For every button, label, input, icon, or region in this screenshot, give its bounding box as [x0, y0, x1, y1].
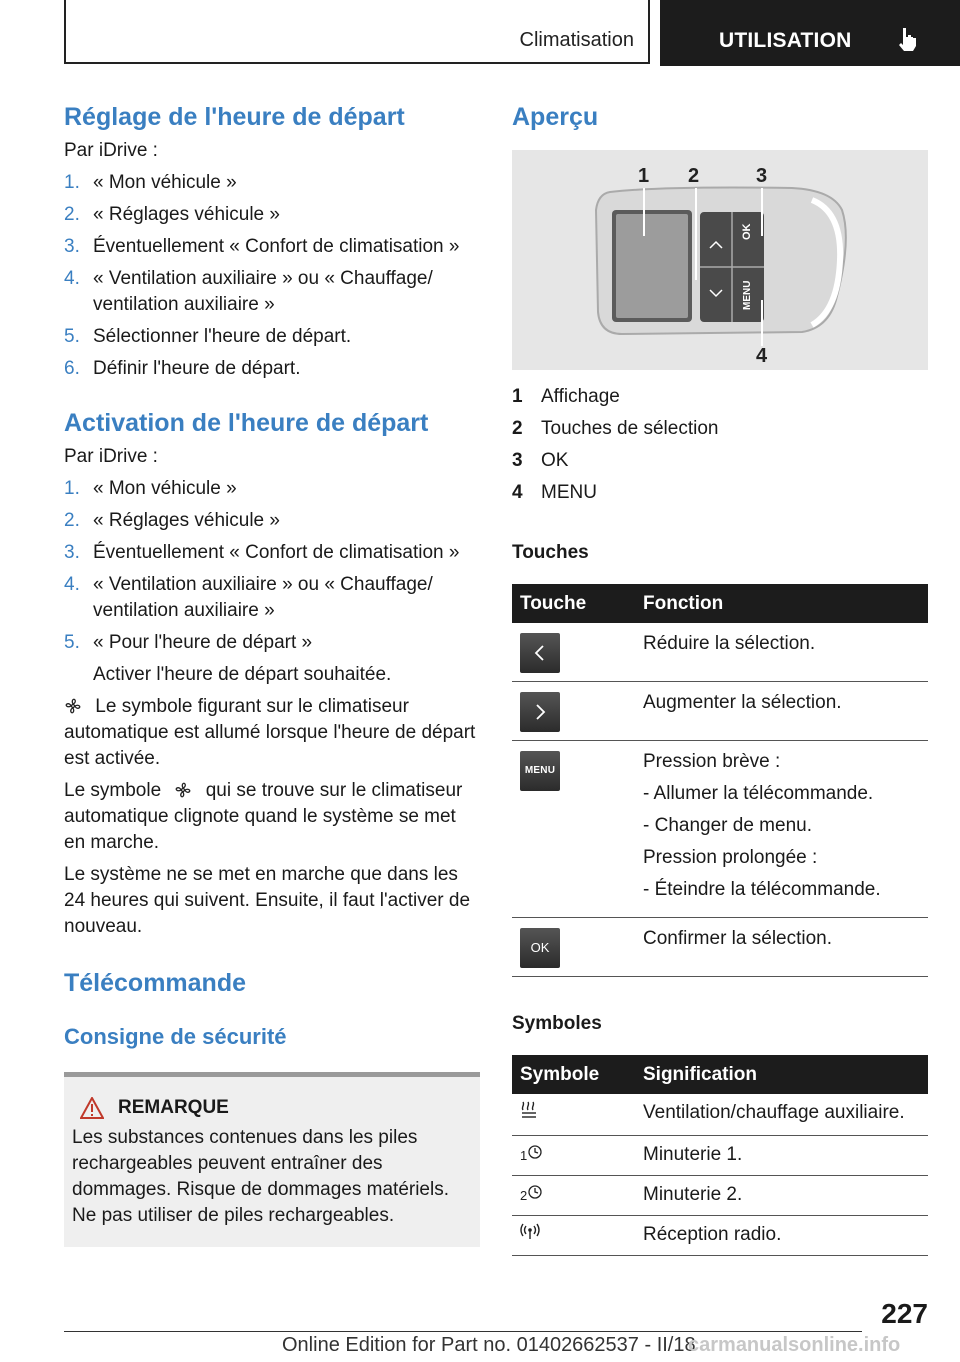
- list-item-text: « Ventilation auxiliaire » ou « Chauffage/ ventilation auxiliaire »: [93, 268, 433, 315]
- list-item-number: 4.: [64, 574, 80, 595]
- list-item-text: Définir l'heure de départ.: [93, 358, 301, 379]
- s1-steps-list: [64, 170, 480, 382]
- note-text: Les substances contenues dans les piles rechargeables peuvent entraîner des dommages. Risque de dommages matériels. Ne pas utiliser de piles rechargeables.: [72, 1127, 450, 1226]
- footer-edition: Online Edition for Part no. 01402662537 - II/18: [282, 1334, 696, 1356]
- auxiliary-heating-icon: [520, 1100, 538, 1129]
- fan-symbol-icon: [64, 697, 82, 715]
- keys-table-row: [512, 918, 928, 977]
- header-section-title: Climatisation: [519, 29, 634, 51]
- header-section-box: [64, 0, 650, 64]
- callout-3: 3: [756, 165, 768, 187]
- menu-key-icon: MENU: [520, 751, 560, 791]
- function-line: - Éteindre la télécommande.: [643, 879, 881, 900]
- symbols-cell-meaning: Ventilation/chauffage auxiliaire.: [639, 1094, 928, 1136]
- s2-steps-list: [64, 476, 480, 656]
- keys-table: [512, 584, 928, 977]
- legend-item: [512, 448, 928, 474]
- chevron-left-key-icon: [520, 633, 560, 673]
- list-item-text: « Pour l'heure de départ »: [93, 632, 313, 653]
- legend-number: 4: [512, 482, 523, 503]
- s2-paragraph-2b: qui se trouve sur le climatiseur automatique clignote quand le système se met en marche.: [64, 780, 463, 853]
- symbols-table-row: [512, 1176, 928, 1216]
- right-column: [512, 100, 928, 1256]
- footer-watermark: carmanualsonline.info: [688, 1334, 901, 1356]
- list-item-text: « Réglages véhicule »: [93, 204, 280, 225]
- callout-2: 2: [688, 165, 700, 187]
- keys-heading: Touches: [512, 542, 589, 563]
- s2-paragraph-2a: Le symbole: [64, 780, 162, 801]
- keys-table-row: [512, 741, 928, 918]
- list-item-text: Éventuellement « Confort de climatisation »: [93, 236, 460, 257]
- header-chapter-label: UTILISATION: [719, 29, 852, 52]
- keys-cell-function: [639, 623, 928, 682]
- key-menu-label: MENU: [742, 280, 753, 310]
- chevron-right-key-icon: [520, 692, 560, 732]
- list-item-number: 2.: [64, 510, 80, 531]
- list-item: [64, 170, 480, 196]
- list-item-number: 6.: [64, 358, 80, 379]
- symbol-index: 2: [520, 1188, 528, 1203]
- subsection-title-safety: Consigne de sécurité: [64, 1024, 287, 1049]
- list-item: [64, 476, 480, 502]
- list-item-number: 1.: [64, 172, 80, 193]
- section-title-overview: Aperçu: [512, 103, 599, 131]
- callout-1: 1: [638, 165, 650, 187]
- list-item: [64, 202, 480, 228]
- ok-key-icon: OK: [520, 928, 560, 968]
- symbols-col-header-meaning: Signification: [639, 1055, 928, 1094]
- legend-text: Touches de sélection: [541, 418, 719, 439]
- keys-cell-key: [512, 682, 639, 741]
- section-title-departure-time-setting: Réglage de l'heure de départ: [64, 103, 405, 131]
- function-line: Augmenter la sélection.: [643, 692, 842, 713]
- list-item-text: « Réglages véhicule »: [93, 510, 280, 531]
- keys-table-row: [512, 682, 928, 741]
- figure-legend: [512, 384, 928, 506]
- symbols-cell-meaning: Minuterie 2.: [639, 1176, 928, 1216]
- s1-intro: Par iDrive :: [64, 140, 158, 161]
- function-line: - Changer de menu.: [643, 815, 812, 836]
- hand-pointer-icon: [896, 26, 920, 52]
- list-item-number: 5.: [64, 632, 80, 653]
- keys-cell-function: [639, 682, 928, 741]
- function-line: - Allumer la télécommande.: [643, 783, 874, 804]
- legend-item: [512, 384, 928, 410]
- list-item-text: Éventuellement « Confort de climatisation »: [93, 542, 460, 563]
- legend-item: [512, 416, 928, 442]
- list-item-number: 3.: [64, 236, 80, 257]
- legend-text: Affichage: [541, 386, 620, 407]
- function-line: Pression brève :: [643, 751, 781, 772]
- timer-icon: [520, 1183, 543, 1209]
- list-item-text: « Mon véhicule »: [93, 478, 237, 499]
- radio-reception-icon: [520, 1222, 540, 1249]
- legend-number: 1: [512, 386, 523, 407]
- list-item-number: 5.: [64, 326, 80, 347]
- fan-symbol-icon: [174, 781, 192, 799]
- section-title-remote: Télécommande: [64, 969, 247, 997]
- symbols-table-row: [512, 1136, 928, 1176]
- symbols-table-row: [512, 1094, 928, 1136]
- keys-cell-key: [512, 623, 639, 682]
- section-title-departure-activation: Activation de l'heure de départ: [64, 409, 429, 437]
- s2-intro: Par iDrive :: [64, 446, 158, 467]
- keys-table-row: [512, 623, 928, 682]
- function-line: Confirmer la sélection.: [643, 928, 833, 949]
- s2-paragraph-2: [64, 778, 480, 856]
- list-item-text: « Ventilation auxiliaire » ou « Chauffage/ ventilation auxiliaire »: [93, 574, 433, 621]
- footer-rule: [64, 1331, 862, 1332]
- page-number: 227: [881, 1298, 928, 1329]
- symbols-cell-symbol: [512, 1094, 639, 1136]
- warning-triangle-icon: [80, 1097, 104, 1119]
- key-ok-label: OK: [741, 223, 753, 240]
- function-line: Pression prolongée :: [643, 847, 818, 868]
- keys-col-header-key: Touche: [512, 584, 639, 623]
- remote-key-illustration: [512, 150, 928, 370]
- list-item: [64, 266, 480, 318]
- list-item-number: 1.: [64, 478, 80, 499]
- symbols-table: [512, 1055, 928, 1256]
- symbols-cell-symbol: [512, 1176, 639, 1216]
- symbols-cell-meaning: Réception radio.: [639, 1216, 928, 1256]
- timer-icon: [520, 1143, 543, 1169]
- legend-number: 2: [512, 418, 523, 439]
- keys-cell-key: [512, 918, 639, 977]
- warning-note: [64, 1072, 480, 1247]
- remote-key-figure: [512, 150, 928, 370]
- symbols-cell-meaning: Minuterie 1.: [639, 1136, 928, 1176]
- list-item: [64, 234, 480, 260]
- list-item: [64, 356, 480, 382]
- callout-4: 4: [756, 345, 768, 367]
- list-item: [64, 324, 480, 350]
- keys-cell-function: [639, 918, 928, 977]
- note-title: REMARQUE: [118, 1097, 229, 1118]
- legend-text: MENU: [541, 482, 597, 503]
- list-item: [64, 630, 480, 656]
- symbols-cell-symbol: [512, 1216, 639, 1256]
- left-column: [64, 100, 480, 1247]
- list-item-number: 2.: [64, 204, 80, 225]
- s2-paragraph-3: Le système ne se met en marche que dans les 24 heures qui suivent. Ensuite, il faut l'activer de nouveau.: [64, 864, 471, 937]
- s2-paragraph-1: [64, 694, 480, 772]
- list-item: [64, 508, 480, 534]
- list-item: [64, 540, 480, 566]
- s2-after-step: Activer l'heure de départ souhaitée.: [93, 664, 392, 685]
- symbol-index: 1: [520, 1148, 528, 1163]
- function-line: Réduire la sélection.: [643, 633, 816, 654]
- symbols-table-row: [512, 1216, 928, 1256]
- legend-number: 3: [512, 450, 523, 471]
- header-chapter-tab: [660, 0, 960, 66]
- list-item-text: Sélectionner l'heure de départ.: [93, 326, 352, 347]
- legend-item: [512, 480, 928, 506]
- keys-cell-key: [512, 741, 639, 918]
- note-header: [72, 1097, 472, 1119]
- list-item-text: « Mon véhicule »: [93, 172, 237, 193]
- list-item-number: 3.: [64, 542, 80, 563]
- list-item-number: 4.: [64, 268, 80, 289]
- keys-col-header-function: Fonction: [639, 584, 928, 623]
- symbols-heading: Symboles: [512, 1013, 602, 1034]
- symbols-col-header-symbol: Symbole: [512, 1055, 639, 1094]
- list-item: [64, 572, 480, 624]
- symbols-cell-symbol: [512, 1136, 639, 1176]
- s2-paragraph-1-text: Le symbole figurant sur le climatiseur automatique est allumé lorsque l'heure de départ est activée.: [64, 696, 476, 769]
- legend-text: OK: [541, 450, 569, 471]
- keys-cell-function: [639, 741, 928, 918]
